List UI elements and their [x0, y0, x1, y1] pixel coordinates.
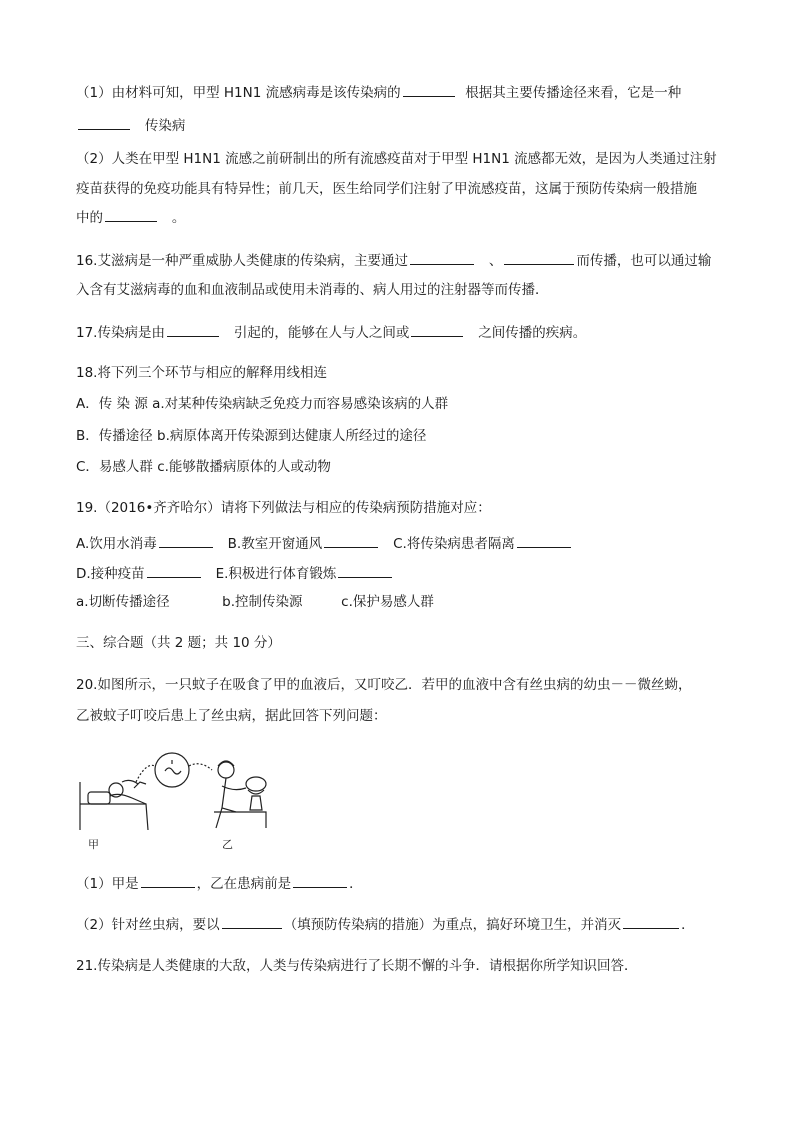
answer-blank[interactable] — [338, 564, 392, 578]
answer-blank[interactable] — [167, 323, 219, 337]
answer-blank[interactable] — [293, 874, 347, 888]
q19-line-de — [76, 564, 394, 583]
q17-text-c: 之间传播的疾病。 — [478, 325, 587, 341]
q15-p2-text-b: 疫苗获得的免疫功能具有特异性；前几天，医生给同学们注射了甲流感疫苗，这属于预防传染病一般措施 — [76, 181, 697, 197]
q19-opt-a: a.切断传播途径 — [76, 594, 170, 610]
q17-text-b: 引起的，能够在人与人之间或 — [233, 325, 410, 341]
q19-item-e: E.积极进行体育锻炼 — [215, 566, 337, 582]
q19-item-d: D.接种疫苗 — [76, 566, 145, 582]
q20-p2-text-a: （2）针对丝虫病，要以 — [76, 917, 220, 933]
answer-blank[interactable] — [105, 208, 157, 222]
q15-p2-text-c: 中的 — [76, 210, 103, 226]
answer-blank[interactable] — [410, 251, 474, 265]
q15-part2-line2 — [76, 180, 697, 198]
q15-p2-text-d: 。 — [171, 210, 186, 226]
q16-text-a: 16.艾滋病是一种严重威胁人类健康的传染病，主要通过 — [76, 253, 408, 269]
q15-part1-line — [76, 83, 681, 102]
q15-p1-text-c: 传染病 — [144, 118, 186, 134]
answer-blank[interactable] — [159, 534, 213, 548]
mosquito-illustration — [76, 752, 296, 852]
q20-p1-text-c: ． — [349, 876, 363, 892]
q16-text-c: 而传播，也可以通过输 — [576, 253, 712, 269]
q18-row-a: A．传 染 源 a.对某种传染病缺乏免疫力而容易感染该病的人群 — [76, 396, 449, 412]
q16-line2 — [76, 281, 549, 299]
answer-blank[interactable] — [403, 83, 455, 97]
q20-line1: 20.如图所示，一只蚊子在吸食了甲的血液后，又叮咬乙．若甲的血液中含有丝虫病的幼虫－－微丝蚴， — [76, 677, 692, 693]
section-heading: 三、综合题（共 2 题；共 10 分） — [76, 635, 281, 651]
label-yi: 乙 — [222, 838, 233, 851]
answer-blank[interactable] — [147, 564, 201, 578]
q20-p1-text-a: （1）甲是 — [76, 876, 139, 892]
q19-item-a: A.饮用水消毒 — [76, 536, 157, 552]
answer-blank[interactable] — [222, 915, 282, 929]
q15-p1-text-a: （1）由材料可知，甲型 H1N1 流感病毒是该传染病的 — [76, 85, 401, 101]
q15-p1-text-b: 根据其主要传播途径来看，它是一种 — [465, 85, 682, 101]
answer-blank[interactable] — [411, 323, 463, 337]
q18-row-c: C．易感人群 c.能够散播病原体的人或动物 — [76, 459, 331, 475]
q20-p2-text-b: （填预防传染病的措施）为重点，搞好环境卫生，并消灭 — [283, 917, 622, 933]
answer-blank[interactable] — [623, 915, 679, 929]
q20-p2-text-c: ． — [681, 917, 695, 933]
q20-part2 — [76, 915, 695, 934]
answer-blank[interactable] — [78, 116, 130, 130]
answer-blank[interactable] — [517, 534, 571, 548]
q19-line-abc — [76, 534, 573, 553]
q16-text-b: 、 — [488, 253, 503, 269]
q20-p1-text-b: ，乙在患病前是 — [196, 876, 292, 892]
label-jia: 甲 — [88, 838, 99, 851]
q19-title: 19.（2016•齐齐哈尔）请将下列做法与相应的传染病预防措施对应： — [76, 500, 491, 516]
q15-p2-text-a: （2）人类在甲型 H1N1 流感之前研制出的所有流感疫苗对于甲型 H1N1 流感都无效，是因为人类通过注射 — [76, 151, 717, 167]
q16-line1 — [76, 251, 711, 270]
q17-text-a: 17.传染病是由 — [76, 325, 165, 341]
q16-text-d: 入含有艾滋病毒的血和血液制品或使用未消毒的、病人用过的注射器等而传播． — [76, 282, 549, 298]
q20-line2: 乙被蚊子叮咬后患上了丝虫病，据此回答下列问题： — [76, 708, 387, 724]
q19-opt-b: b.控制传染源 — [222, 594, 303, 610]
q17-line — [76, 323, 586, 342]
q19-item-b: B.教室开窗通风 — [227, 536, 323, 552]
q15-part2-line1 — [76, 150, 717, 168]
answer-blank[interactable] — [504, 251, 574, 265]
q18-title: 18.将下列三个环节与相应的解释用线相连 — [76, 365, 327, 381]
q21-line: 21.传染病是人类健康的大敌，人类与传染病进行了长期不懈的斗争．请根据你所学知识回答． — [76, 958, 638, 974]
q15-part2-line3 — [76, 208, 185, 227]
q15-part1-line2 — [76, 116, 185, 135]
answer-blank[interactable] — [324, 534, 378, 548]
q19-item-c: C.将传染病患者隔离 — [393, 536, 515, 552]
q19-opt-c: c.保护易感人群 — [341, 594, 434, 610]
q19-options — [76, 593, 434, 611]
answer-blank[interactable] — [141, 874, 195, 888]
q20-part1 — [76, 874, 363, 893]
q18-row-b: B．传播途径 b.病原体离开传染源到达健康人所经过的途径 — [76, 428, 427, 444]
